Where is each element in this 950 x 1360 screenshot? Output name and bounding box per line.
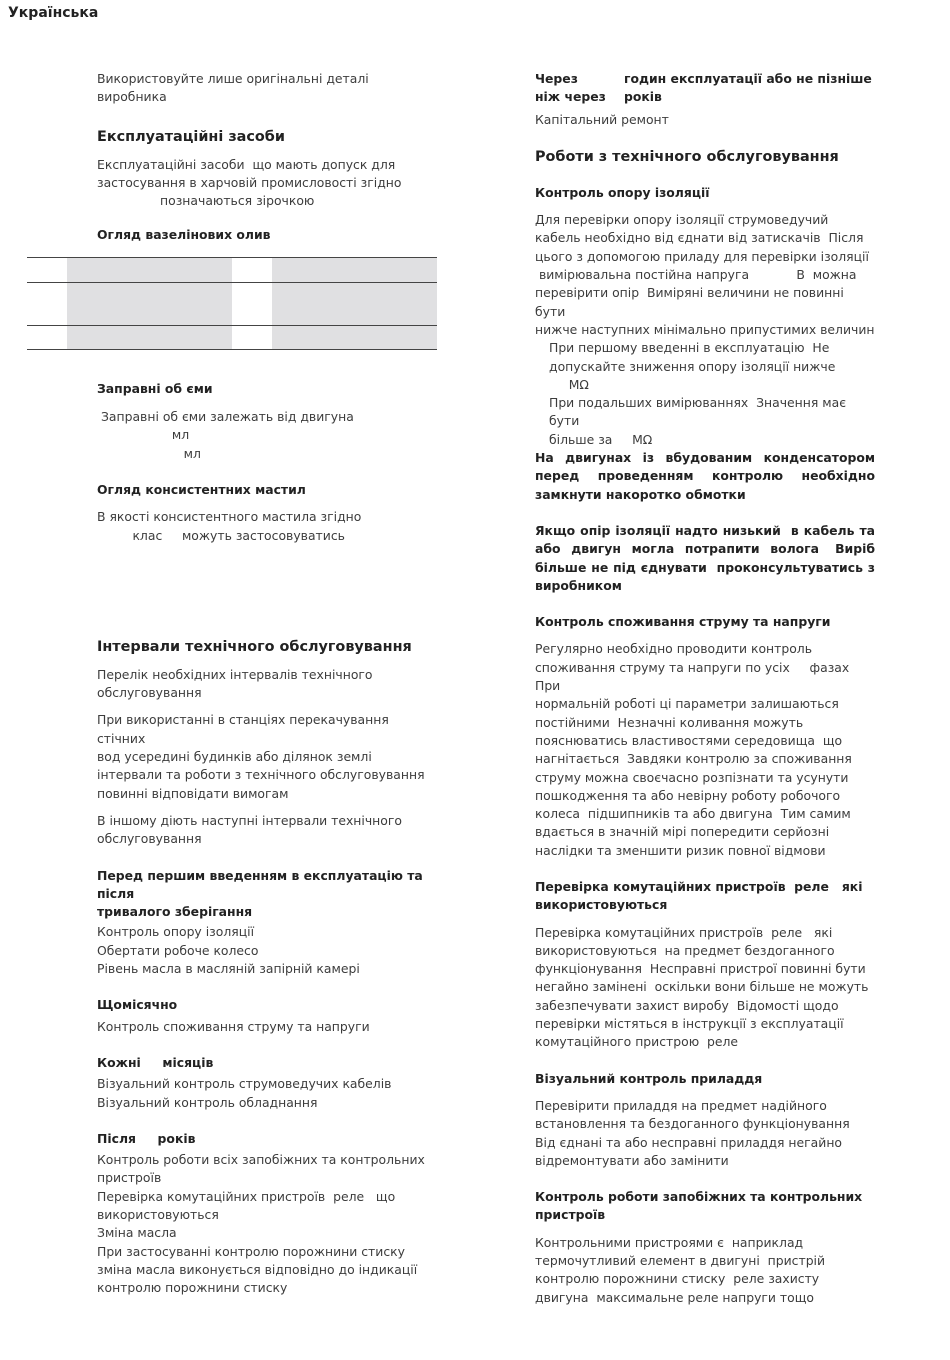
switching-text: Перевірка комутаційних пристроїв реле які використовуються на предмет бездоганного функціонування Несправні пристрої повинні бути негайно замінені оскільки вони більше не можуть забезпечувати захист виробу Відомості щодо перевірки містяться в інструкції з експлуатації комутаційного пристрою реле [535,924,869,1050]
intervals-heading: Інтервали технічного обслуговування [97,638,412,655]
after-hours-line-2 [535,88,875,106]
current-voltage-heading: Контроль споживання струму та напруги [535,614,831,630]
accessories-heading: Візуальний контроль приладдя [535,1070,763,1086]
insulation-text: Для перевірки опору ізоляції струмоведучий кабель необхідно від єднати від затискачів Після цього з допомогою приладу для перевірки ізоляції вимірювальна постійна напруга В можна перевірити опір Виміряні величини не повинні бути нижче наступних мінімально припустимих величин [535,212,875,337]
right-column [535,70,880,1307]
current-voltage-text: Регулярно необхідно проводити контроль споживання струму та напруги по усіх фазах При нормальній роботі ці параметри залишаються постійними Незначні коливання можуть пояснюватись властивостями середовища що нагнітається Завдяки контролю за споживання струму можна своєчасно розпізнати та усунути пошкодження та або невірну роботу робочого колеса підшипників та або двигуна Тим самим вдається в значній мірі попередити серйозні наслідки та зменшити ризик повної відмови [535,641,852,858]
oil-overview-heading: Огляд вазелінових олив [97,227,271,243]
intervals-text-1: Перелік необхідних інтервалів технічного обслуговування [97,666,373,701]
language-label: Українська [8,5,99,21]
table-cell [27,326,67,350]
maintenance-work-heading: Роботи з технічного обслуговування [535,148,839,165]
left-column [97,70,439,1297]
fill-volumes-heading: Заправні об єми [97,380,213,396]
grease-text: В якості консистентного мастила згідно клас можуть застосовуватись [97,509,362,543]
accessories-text: Перевірити приладдя на предмет надійного встановлення та бездоганного функціонування Від єднані та або несправні приладдя негайно відремонтувати або замінити [535,1097,850,1168]
after-years-text: років [624,89,662,105]
capacitor-warning: На двигунах із вбудованим конденсатором перед проведенням контролю необхідно замкнути накоротко обмотки [535,450,880,502]
operating-media-text: Експлуатаційні засоби що мають допуск для застосування в харчовій промисловості згідно позначаються зірочкою [97,156,402,209]
every-months-heading: Кожні місяців [97,1054,214,1070]
after-years-label: ніж через [535,89,606,105]
table-cell [27,283,67,326]
safety-devices-text: Контрольними пристроями є наприклад термочутливий елемент в двигуні пристрій контролю порожнини стиску реле захисту двигуна максимальне реле напруги тощо [535,1234,826,1305]
before-first-list: Контроль опору ізоляції Обертати робоче колесо Рівень масла в масляній запірній камері [97,924,360,977]
operating-media-heading: Експлуатаційні засоби [97,128,285,145]
monthly-list: Контроль споживання струму та напруги [97,1018,370,1034]
intervals-text-3: В іншому діють наступні інтервали технічного обслуговування [97,812,402,847]
after-years-heading: Після років [97,1130,196,1146]
overhaul-text: Капітальний ремонт [535,111,669,127]
insulation-heading: Контроль опору ізоляції [535,184,710,200]
after-years-list: Контроль роботи всіх запобіжних та контрольних пристроїв Перевірка комутаційних пристроїв реле що використовуються Зміна масла При застосуванні контролю порожнини стиску зміна масла виконується відповідно до індикації контролю порожнини стиску [97,1152,425,1296]
after-hours-line-1 [535,70,875,88]
switching-heading: Перевірка комутаційних пристроїв реле які використовуються [535,878,863,913]
monthly-heading: Щомісячно [97,997,178,1013]
every-months-list: Візуальний контроль струмоведучих кабелів Візуальний контроль обладнання [97,1076,392,1110]
low-resistance-warning: Якщо опір ізоляції надто низький в кабель та або двигун могла потрапити волога Виріб більше не під єднувати проконсультуватись з виробником [535,522,880,593]
original-parts-text: Використовуйте лише оригінальні деталі виробника [97,71,369,105]
insulation-later-text: При подальших вимірюваннях Значення має бути більше за MΩ [549,395,847,447]
insulation-first-text: При першому введенні в експлуатацію Не допускайте зниження опору ізоляції нижче MΩ [549,340,836,392]
after-hours-heading [535,70,875,107]
safety-devices-heading: Контроль роботи запобіжних та контрольних пристроїв [535,1189,863,1223]
fill-volumes-text: Заправні об єми залежать від двигуна мл мл [100,409,354,461]
after-hours-text: годин експлуатації або не пізніше [624,71,872,86]
intervals-text-2: При використанні в станціях перекачування стічних вод усередині будинків або ділянок землі інтервали та роботи з технічного обслуговування повинні відповідати вимогам [97,712,425,801]
grease-overview-heading: Огляд консистентних мастил [97,481,306,497]
after-hours-label: Через [535,71,578,86]
table-cell [27,258,67,283]
before-first-heading: Перед першим введенням в експлуатацію та після тривалого зберігання [97,867,423,920]
